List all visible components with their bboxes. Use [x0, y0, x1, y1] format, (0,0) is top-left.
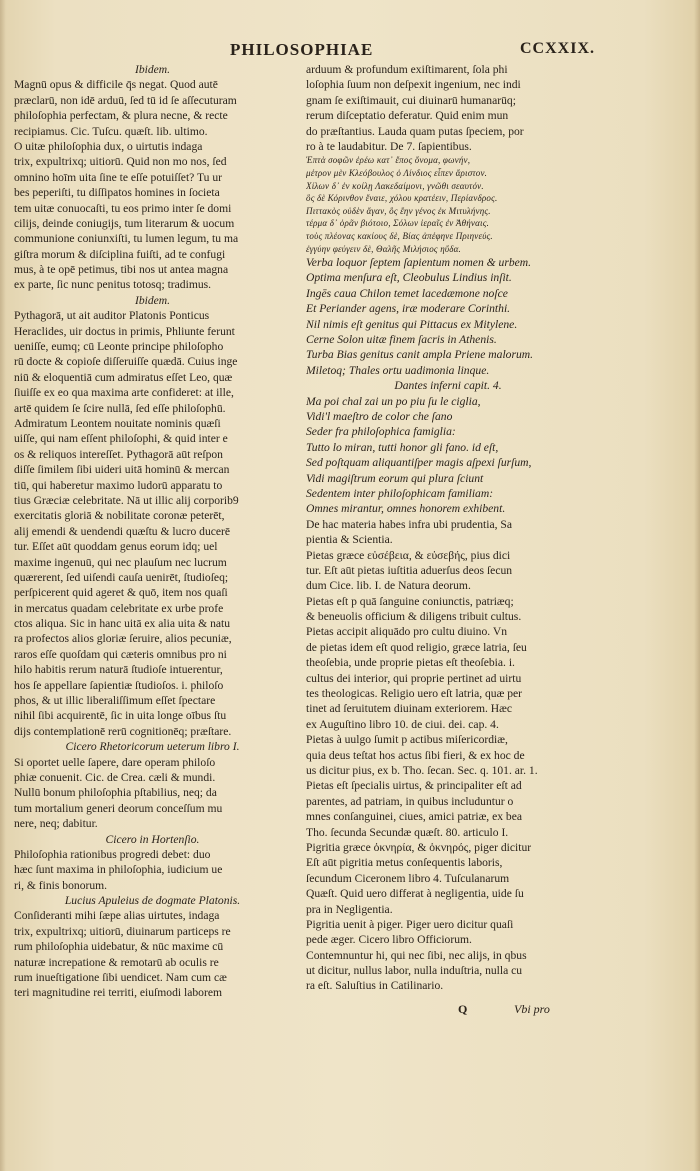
text-line: mnes conſanguinei, ciues, amici patriæ, ex bea — [306, 810, 523, 824]
folio-number: CCXXIX. — [520, 40, 595, 57]
page-edge-left — [0, 0, 6, 1171]
text-line: tur. Eſt aūt pietas iuſtitia aduerſus deos ſecun — [306, 563, 513, 577]
text-line: do præſtantius. Lauda quam putas ſpeciem, por — [306, 124, 524, 138]
text-line: Magnū opus & difficile q̄s negat. Quod autē — [14, 78, 218, 92]
text-line: De hac materia habes infra ubi prudentia, Sa — [306, 517, 513, 531]
text-line: ra eſt. Saluſtius in Catilinario. — [306, 979, 444, 993]
text-line: rum inueſtigatione ſibi uendicet. Nam cum cæ — [14, 971, 227, 985]
text-line: recipiamus. Cic. Tuſcu. quæſt. lib. ultimo. — [14, 124, 208, 138]
text-line: dum Cice. lib. I. de Natura deorum. — [306, 579, 471, 593]
text-line: Pietas à uulgo ſumit p actibus miſericordiæ, — [306, 733, 508, 747]
text-line: loſophia ſuum non deſpexit ingenium, nec indi — [306, 78, 521, 92]
text-line: perſpicerent quid ageret & quō, item nos quaſi — [14, 586, 228, 600]
text-line: nere, neq; dabitur. — [14, 817, 98, 831]
text-line: teri magnitudine rei territi, eiuſmodi laborem — [14, 986, 222, 1000]
text-line: tem uitæ conuocaſti, tu eos primo inter ſe domi — [14, 201, 232, 215]
running-head — [0, 40, 700, 64]
text-line: rū docte & copioſe diſſeruiſſe quædā. Cuius inge — [14, 355, 238, 369]
text-line: ex Auguſtino libro 10. de ciui. dei. cap. 4. — [306, 717, 499, 731]
text-line: ſecundum Ciceronem libro 4. Tuſculanarum — [306, 871, 510, 885]
text-line: Nil nimis eſt genitus qui Pittacus ex Mitylene. — [306, 317, 518, 331]
text-line: & beneuolis officium & diligens tribuit cultus. — [306, 610, 522, 624]
text-line: rerum diſceptatio deferatur. Quid enim mun — [306, 109, 509, 123]
text-line: Cicero in Hortenſio. — [105, 832, 200, 846]
text-line: Tutto lo miran, tutti honor gli fano. id eſt, — [306, 440, 499, 454]
text-line: omnino hoīm uita ſine te eſſe potuiſſet? Tu ur — [14, 170, 223, 184]
text-line: raros eſſe quoſdam qui cæteris omnibus pro ni — [14, 647, 227, 661]
text-line: in mercatus quadam celebritate ex urbe profe — [14, 601, 224, 615]
text-line: Ἑπτὰ σοφῶν ἐρέω κατ᾽ ἔπος ὄνομα, φωνήν, — [306, 155, 471, 166]
text-line: τέρμα δ᾽ ὁρᾶν βιότοιο, Σόλων ἱεραῖς ἐν Ἀθήναις. — [306, 218, 490, 229]
text-line: Vidi magiſtrum eorum qui plura ſciunt — [306, 471, 484, 485]
text-line: arduum & profundum exiſtimarent, ſola phi — [306, 63, 508, 76]
text-line: Pietas eſt ſpecialis uirtus, & principaliter eſt ad — [306, 779, 522, 793]
text-line: hos ſe appellare ſapientiæ ſtudioſos. i. philoſo — [14, 678, 224, 692]
right-text-column — [306, 62, 590, 994]
text-line: ri, & finis bonorum. — [14, 878, 108, 892]
text-line: pientia & Scientia. — [306, 533, 393, 547]
text-line: rum philoſophia uidebatur, & nūc maxime cū — [14, 940, 224, 954]
text-line: alij emendi & uendendi quæſtu & lucro ducerē — [14, 524, 231, 538]
text-line: theoſebia, unde proprie pietas eſt theoſebia. i. — [306, 656, 515, 670]
text-line: Miletoq; Thales ortu uadimonia linque. — [306, 363, 490, 377]
text-line: Vidi'l maeſtro de color che ſano — [306, 410, 453, 423]
text-line: Pigritia græce ὀκνηρία, & ὀκνηρός, piger dicitur — [306, 840, 532, 854]
text-line: communione coniunxiſti, tu lumen legum, tu ma — [14, 232, 239, 246]
text-line: Ibidem. — [134, 63, 171, 76]
text-line: bes peperiſti, tu diſſipatos homines in ſocieta — [14, 186, 220, 200]
text-line: quærerent, ſed uiſendi cauſa uenirēt, ſtudioſeq; — [14, 570, 229, 584]
text-line: Eſt aūt pigritia metus conſequentis laboris, — [306, 856, 503, 870]
text-line: us dicitur pius, ex b. Tho. ſecan. Sec. q. 101. ar. 1. — [306, 763, 538, 777]
text-line: Pietas eſt p quā ſanguine coniunctis, patriæq; — [306, 594, 514, 608]
text-line: Conſideranti mihi ſæpe alias uirtutes, indaga — [14, 909, 220, 923]
text-line: Ingēs caua Chilon temet lacedæmone noſce — [306, 286, 508, 300]
text-line: ctos aliqua. Sic in hanc uitā ex alia uita & natu — [14, 617, 231, 631]
text-line: O uitæ philoſophia dux, o uirtutis indaga — [14, 139, 203, 153]
text-line: Et Periander agens, iræ moderare Corinthi. — [306, 302, 511, 316]
text-line: phos, & ut illic liberaliſſimum eſſet ſpectare — [14, 694, 216, 708]
text-line: Turba Bias genitus canit ampla Priene malorum. — [306, 348, 534, 362]
text-line: exercitatis gloriā & nobilitate coronæ peterēt, — [14, 509, 225, 523]
running-title: PHILOSOPHIAE — [230, 40, 374, 59]
text-line: Pigritia uenit à piger. Piger uero dicitur quaſi — [306, 917, 514, 931]
left-text-column — [14, 62, 291, 1001]
text-line: philoſophia perfectam, & plura necne, & recte — [14, 109, 228, 123]
text-line: τοὺς πλέονας κακίους δὲ, Βίας ἀπέφηνε Πριηνεύς. — [306, 230, 493, 241]
text-line: pede æger. Cicero libro Officiorum. — [306, 933, 472, 947]
text-line: ro à te laudabitur. De 7. ſapientibus. — [306, 139, 472, 153]
text-line: Optima menſura eſt, Cleobulus Lindius inſit. — [306, 271, 512, 285]
text-line: trix, expultrixq; uitiorū. Quid non mo nos, ſed — [14, 155, 227, 169]
text-line: Ibidem. — [134, 293, 171, 307]
text-line: hæc ſunt maxima in philoſophia, iudicium ue — [14, 863, 223, 877]
text-line: ueniſſe, eumq; cū Leonte principe philoſopho — [14, 340, 224, 354]
text-line: niū & eloquentiā cum admiratus eſſet Leo, quæ — [14, 370, 233, 384]
text-line: Omnes mirantur, omnes honorem exhibent. — [306, 502, 506, 516]
text-line: artē quidem ſe ſcire nullā, ſed eſſe philoſophū. — [14, 401, 226, 415]
text-line: mus, à te opē petimus, tibi nos ut antea magna — [14, 263, 229, 277]
text-line: Philoſophia rationibus progredi debet: duo — [14, 847, 211, 861]
text-line: tinet ad ſeruitutem diuinam exteriorem. Hæc — [306, 702, 513, 716]
text-line: Pietas accipit aliquādo pro cultu diuino. Vn — [306, 625, 508, 639]
text-line: Heraclides, uir doctus in primis, Phliunte ferunt — [14, 324, 235, 338]
text-line: Nullū bonum philoſophia pſtabilius, neq; da — [14, 786, 217, 800]
text-line: giſtra morum & diſciplina fuiſti, ad te confugi — [14, 247, 226, 261]
text-line: Verba loquor ſeptem ſapientum nomen & urbem. — [306, 256, 532, 270]
text-line: tius Græciæ celebritate. Nā ut illic alij corporib9 — [14, 493, 239, 507]
text-line: Tho. ſecunda Secundæ quæſt. 80. articulo I. — [306, 825, 509, 839]
text-line: uiſſe, qui nam eſſent philoſophi, & quid inter e — [14, 432, 228, 446]
text-line: nihil ſibi acquirentē, ſic in uita longe oībus ſtu — [14, 709, 227, 723]
text-line: ἐγγύην φεύγειν δὲ, Θαλῆς Μιλήσιος ηὔδα. — [306, 243, 461, 254]
text-line: Cicero Rhetoricorum ueterum libro I. — [65, 740, 240, 754]
text-line: præclarū, non idē arduū, ſed tū id ſe aſſecuturam — [14, 93, 237, 107]
text-line: Lucius Apuleius de dogmate Platonis. — [64, 894, 241, 908]
text-line: pra in Negligentia. — [306, 902, 393, 916]
text-line: trix, expultrixq; uitiorū, diuinarum particeps re — [14, 924, 231, 938]
text-line: hilo habitis rerum naturā ſtudioſe intuerentur, — [14, 663, 223, 677]
text-line: os & reliquos intereſſet. Pythagorā aūt reſpon — [14, 447, 223, 461]
text-line: diſſe ſimilem ſibi uideri uitā hominū & mercan — [14, 463, 230, 477]
text-line: cilijs, deinde coniugijs, tum literarum & uocum — [14, 216, 235, 230]
text-line: ut dicitur, nullus labor, nulla induſtria, nulla cu — [306, 964, 523, 978]
text-line: cultus dei interior, qui proprie pertinet ad uirtu — [306, 671, 522, 685]
signature-mark: Q — [458, 1002, 468, 1016]
text-line: gnam ſe exiſtimauit, cui diuinarū humanarūq; — [306, 93, 516, 107]
text-line: ὃς δὲ Κόρινθον ἔναιε, χόλου κρατέειν, Περίανδρος. — [306, 193, 498, 204]
text-line: Cerne Solon uitæ finem ſacris in Athenis. — [306, 333, 497, 347]
text-line: tum mortalium generi deorum conceſſum mu — [14, 801, 223, 815]
text-line: Sed poſtquam aliquantiſper magis aſpexi ſurſum, — [306, 456, 532, 470]
text-line: Seder fra philoſophica famiglia: — [306, 425, 456, 439]
text-line: Sedentem inter philoſophicam familiam: — [306, 486, 494, 500]
text-line: Quæſt. Quid uero differat à negligentia, uide ſu — [306, 887, 524, 901]
text-line: dijs contemplationē rerū cognitionēq; præſtare. — [14, 724, 232, 738]
text-line: Dantes inferni capit. 4. — [394, 379, 502, 393]
page-edge-right — [694, 0, 700, 1171]
text-line: Χίλων δ᾽ ἐν κοίλῃ Λακεδαίμονι, γνῶθι σεαυτόν. — [306, 180, 484, 191]
text-line: ſiuiſſe ex eo qua maxima arte confideret: at ille, — [14, 386, 234, 400]
text-line: tur. Eſſet aūt quoddam genus eorum idq; uel — [14, 540, 218, 554]
text-line: Pythagorā, ut ait auditor Platonis Ponticus — [14, 309, 210, 323]
text-line: naturæ increpatione & remotarū ab oculis re — [14, 955, 219, 969]
text-line: ra profectos alios gloriæ ſeruire, alios pecuniæ, — [14, 632, 232, 646]
text-line: maxime ingenuū, qui nec plauſum nec lucrum — [14, 555, 227, 569]
text-line: Πιττακὸς οὐδὲν ἄγαν, ὃς ἔην γένος ἐκ Μιτυλήνης. — [306, 205, 491, 216]
catchword-row — [306, 1002, 590, 1020]
text-line: Si oportet uelle ſapere, dare operam philoſo — [14, 755, 216, 769]
text-line: Ma poi chal zai un po piu ſu le ciglia, — [306, 394, 481, 408]
text-line: ex parte, ſic nunc penitus totosq; tradimus. — [14, 278, 212, 292]
text-line: phiæ conuenit. Cic. de Crea. cæli & mundi. — [14, 770, 216, 784]
text-line: quia deus teſtat hos actus ſibi fieri, & ex hoc de — [306, 748, 525, 762]
catchword: Vbi pro — [514, 1002, 550, 1016]
text-line: parentes, ad patriam, in quibus includuntur o — [306, 794, 514, 808]
text-line: Contemnuntur hi, qui nec ſibi, nec alijs, in qbus — [306, 948, 527, 962]
text-line: de pietas idem eſt quod religio, græce latria, ſeu — [306, 640, 527, 654]
text-line: Pietas græce εὐσέβεια, & εὐσεβής, pius dici — [306, 548, 511, 562]
text-line: tes theologicas. Religio uero eſt latria, quæ per — [306, 687, 523, 701]
text-line: μέτρον μὲν Κλεόβουλος ὁ Λίνδιος εἶπεν ἄριστον. — [306, 167, 488, 178]
text-line: tiū, qui haberetur maximo ludorū apparatu to — [14, 478, 223, 492]
text-line: Admiratum Leontem nouitate nominis quæſi — [14, 416, 221, 430]
